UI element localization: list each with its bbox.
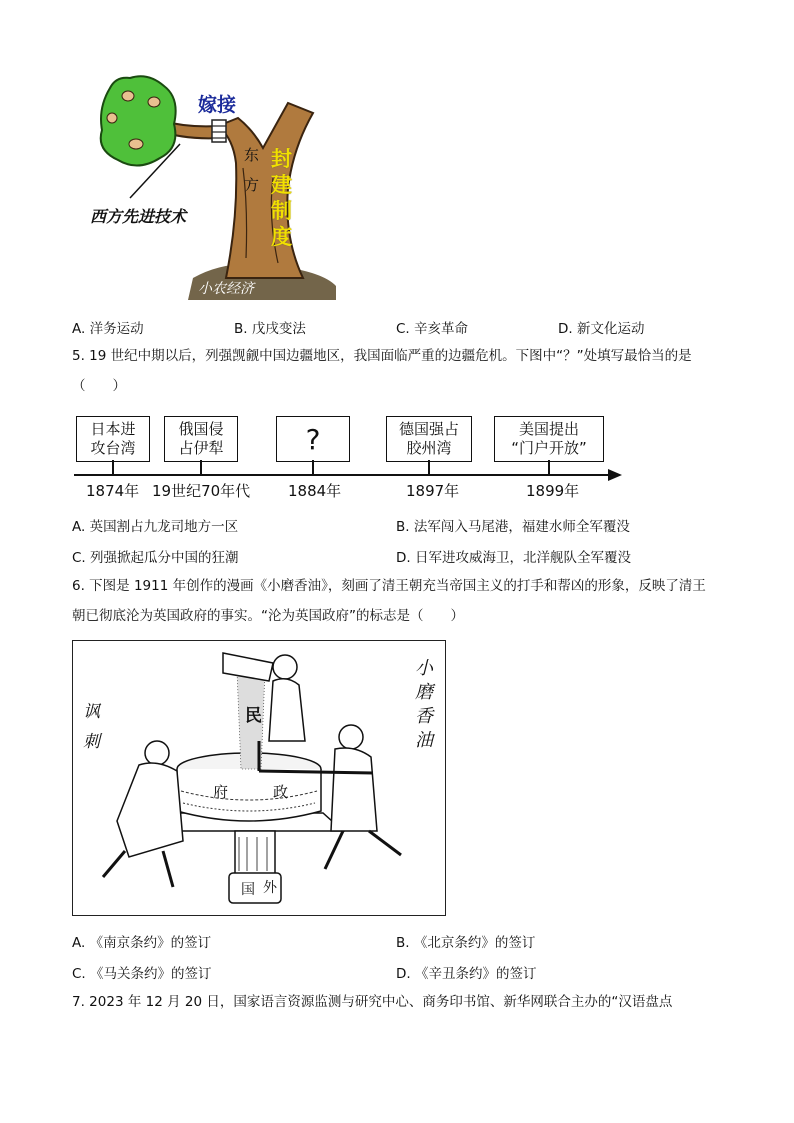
q7-stem: 7. 2023 年 12 月 20 日，国家语言资源监测与研究中心、商务印书馆、新华网联合主办的“汉语盘点: [72, 994, 673, 1010]
sesame-oil-mill-cartoon: [72, 640, 446, 916]
event-box-3-unknown: ?: [276, 416, 350, 462]
q5-option-c[interactable]: C. 列强掀起瓜分中国的狂潮: [72, 550, 239, 566]
q4-option-b[interactable]: B. 戊戌变法: [234, 321, 306, 337]
char-fu: 府: [213, 783, 229, 801]
q4-option-a[interactable]: A. 洋务运动: [72, 321, 144, 337]
q6-stem-line2: 朝已彻底沦为英国政府的事实。“沦为英国政府”的标志是（ ）: [72, 608, 464, 624]
event-year-2: 19世纪70年代: [152, 482, 251, 500]
q4-option-c[interactable]: C. 辛亥革命: [396, 321, 469, 337]
event-year-4: 1897年: [406, 482, 460, 500]
event-year-3: 1884年: [288, 482, 342, 500]
timeline-arrowhead: [608, 469, 622, 481]
event-box-4: 德国强占 胶州湾: [386, 416, 472, 462]
event-box-1: 日本进 攻台湾: [76, 416, 150, 462]
small-peasant-economy-label: 小农经济: [198, 281, 254, 297]
event-tick-2: [200, 460, 202, 474]
event-tick-3: [312, 460, 314, 474]
char-zheng: 政: [273, 783, 289, 801]
char-wai: 外: [263, 880, 277, 896]
feudal-system-label: 封建制度: [271, 147, 292, 249]
q6-option-a[interactable]: A. 《南京条约》的签订: [72, 935, 212, 951]
q6-option-c[interactable]: C. 《马关条约》的签订: [72, 966, 212, 982]
graft-label: 嫁接: [198, 94, 237, 116]
east-label: 东方: [244, 146, 260, 194]
event-tick-1: [112, 460, 114, 474]
q5-option-a[interactable]: A. 英国割占九龙司地方一区: [72, 519, 239, 535]
graft-cartoon: [88, 68, 348, 300]
char-min: 民: [245, 706, 262, 726]
event-tick-4: [428, 460, 430, 474]
q5-stem-blank: （ ）: [72, 378, 126, 394]
q5-option-b[interactable]: B. 法军闯入马尾港，福建水师全军覆没: [396, 519, 630, 535]
mill-illustration: [73, 641, 444, 914]
western-tech-label: 西方先进技术: [90, 207, 187, 226]
q5-option-d[interactable]: D. 日军进攻威海卫，北洋舰队全军覆没: [396, 550, 631, 566]
event-box-5: 美国提出 “门户开放”: [494, 416, 604, 462]
q6-stem-line1: 6. 下图是 1911 年创作的漫画《小磨香油》，刻画了清王朝充当帝国主义的打手和帮凶的形象，反映了清王: [72, 578, 706, 594]
event-tick-5: [548, 460, 550, 474]
event-year-1: 1874年: [86, 482, 140, 500]
q6-option-b[interactable]: B. 《北京条约》的签订: [396, 935, 536, 951]
q5-timeline: [72, 410, 632, 505]
cartoon-title-left: 讽刺: [83, 702, 100, 752]
cartoon-title-right: 小磨香油: [415, 658, 433, 751]
char-guo: 国: [241, 882, 255, 898]
event-year-5: 1899年: [526, 482, 580, 500]
q5-stem: 5. 19 世纪中期以后，列强觊觎中国边疆地区，我国面临严重的边疆危机。下图中“？”处填写最恰当的是: [72, 348, 692, 364]
event-box-2: 俄国侵 占伊犁: [164, 416, 238, 462]
q6-option-d[interactable]: D. 《辛丑条约》的签订: [396, 966, 537, 982]
timeline-axis: [74, 474, 612, 476]
q4-option-d[interactable]: D. 新文化运动: [558, 321, 645, 337]
